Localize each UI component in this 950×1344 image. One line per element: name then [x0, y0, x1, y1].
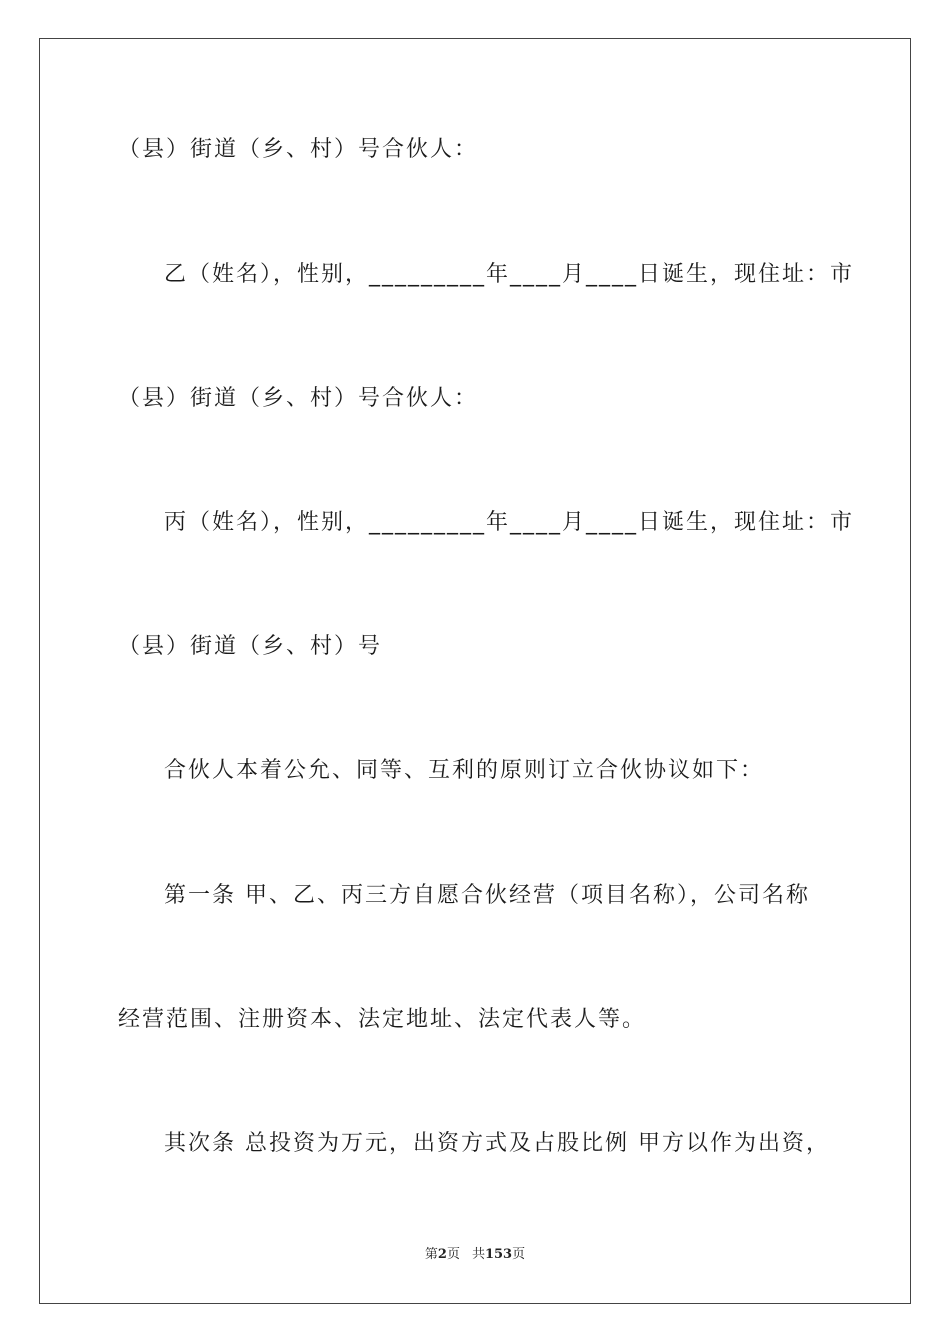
- footer-total-prefix: 共: [471, 1247, 485, 1262]
- text-line-3: （县）街道（乡、村）号合伙人：: [118, 386, 479, 411]
- text-line-5: （县）街道（乡、村）号: [118, 634, 383, 659]
- text-line-2: 乙（姓名），性别，_________年____月____日诞生，现住址：市: [164, 262, 855, 287]
- text-line-1: （县）街道（乡、村）号合伙人：: [118, 137, 479, 162]
- footer-page-suffix: 页: [446, 1247, 460, 1262]
- footer-total-pages: 153: [484, 1247, 513, 1262]
- footer-total-suffix: 页: [512, 1247, 526, 1262]
- footer-page-number: 2: [437, 1247, 447, 1262]
- text-line-8: 经营范围、注册资本、法定地址、法定代表人等。: [118, 1007, 647, 1032]
- page-border: [39, 38, 911, 1304]
- text-line-4: 丙（姓名），性别，_________年____月____日诞生，现住址：市: [164, 510, 855, 535]
- text-line-9: 其次条 总投资为万元，出资方式及占股比例 甲方以作为出资，: [164, 1131, 830, 1156]
- page-footer: [0, 1246, 950, 1264]
- footer-page-prefix: 第: [424, 1247, 438, 1262]
- text-line-6: 合伙人本着公允、同等、互利的原则订立合伙协议如下：: [164, 758, 765, 783]
- text-line-7: 第一条 甲、乙、丙三方自愿合伙经营（项目名称），公司名称: [164, 883, 810, 908]
